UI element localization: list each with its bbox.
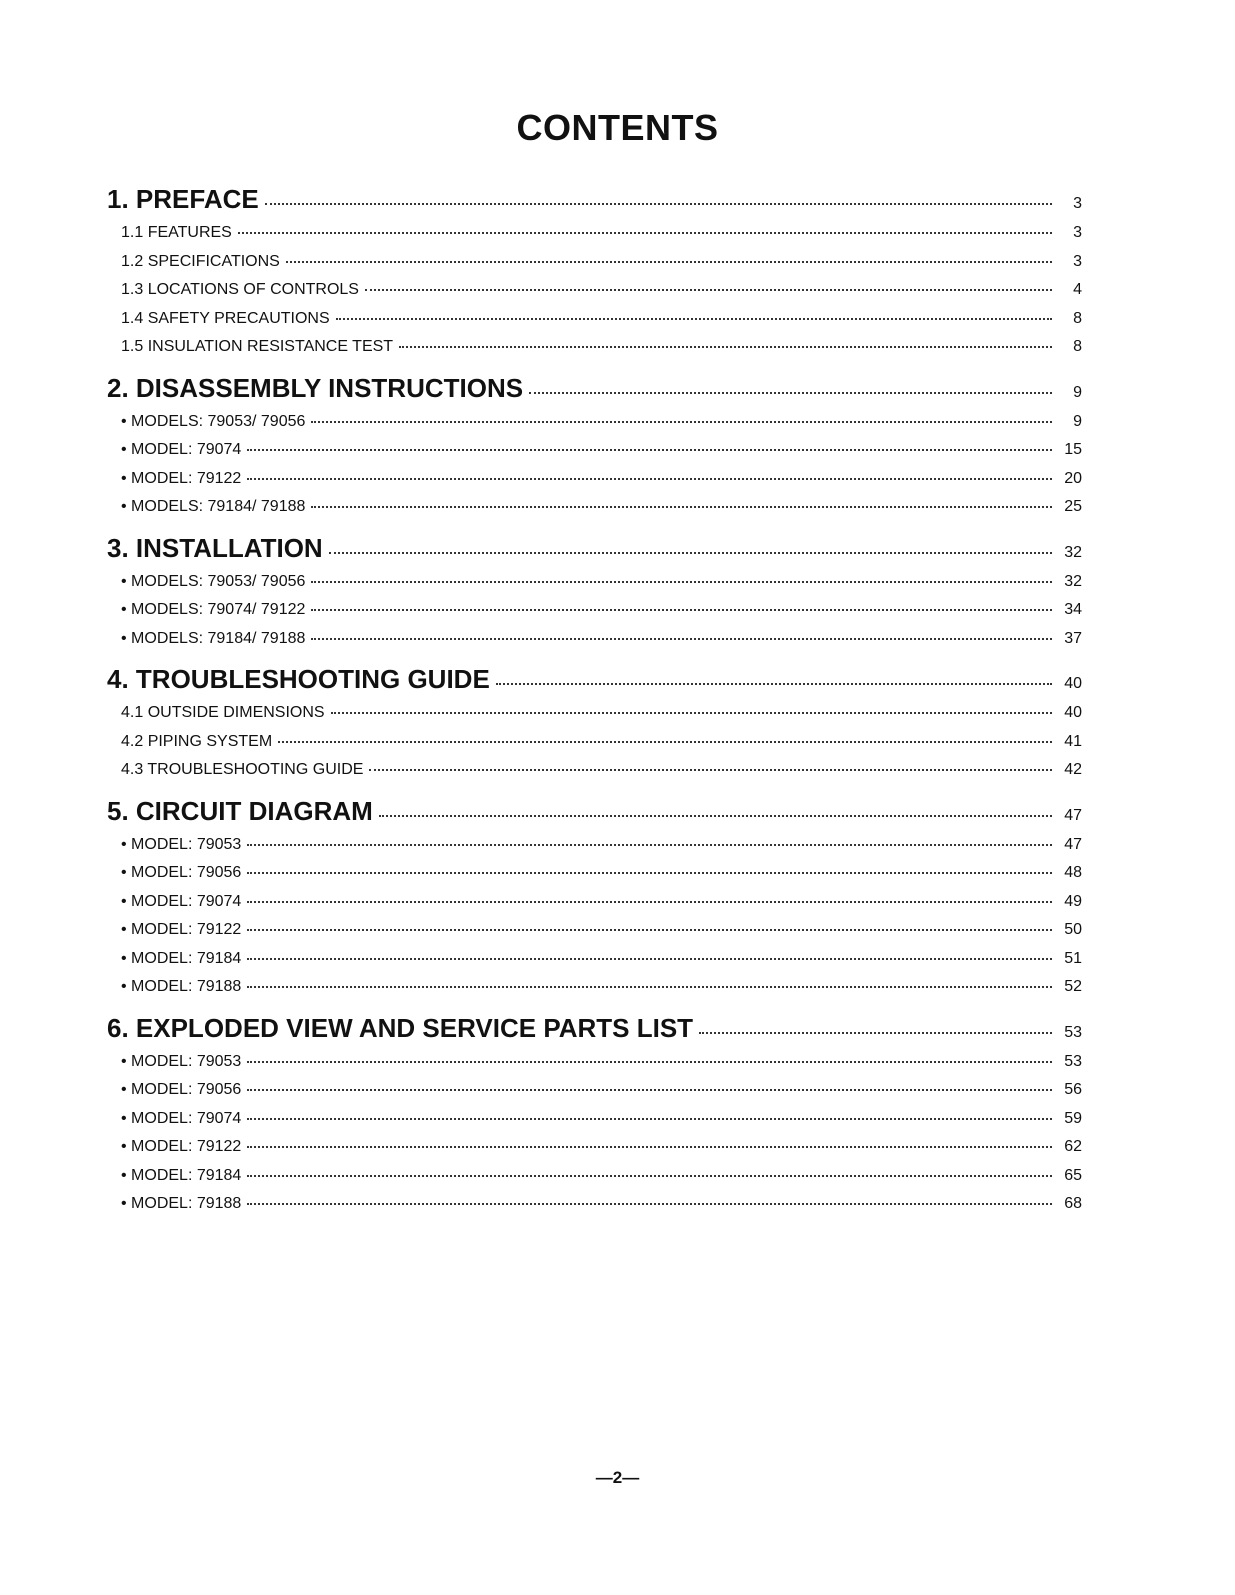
toc-section-4[interactable]: [107, 664, 1082, 704]
page-number-ref: 59: [1064, 1109, 1082, 1127]
page-number-ref: 3: [1073, 252, 1082, 270]
dot-leader: [311, 506, 1052, 508]
item-title: • MODEL: 79074: [121, 892, 242, 910]
toc-section-5[interactable]: [107, 796, 1082, 836]
item-title: 4.2 PIPING SYSTEM: [121, 732, 273, 750]
toc-item[interactable]: [107, 601, 1082, 630]
toc-section-2[interactable]: [107, 373, 1082, 413]
toc-item[interactable]: [107, 950, 1082, 979]
toc-item[interactable]: [107, 498, 1082, 527]
toc-item[interactable]: [107, 836, 1082, 865]
dot-leader: [247, 986, 1052, 988]
toc-item[interactable]: [107, 470, 1082, 499]
dot-leader: [247, 958, 1052, 960]
page-number-ref: 53: [1064, 1023, 1082, 1041]
item-title: • MODEL: 79053: [121, 1052, 242, 1070]
toc-item[interactable]: [107, 893, 1082, 922]
toc-item[interactable]: [107, 573, 1082, 602]
item-title: • MODELS: 79053/ 79056: [121, 412, 306, 430]
dot-leader: [247, 844, 1052, 846]
page-number-ref: 25: [1064, 498, 1082, 515]
toc-item[interactable]: [107, 978, 1082, 1007]
item-title: 4.1 OUTSIDE DIMENSIONS: [121, 704, 325, 721]
section-title: 6. EXPLODED VIEW AND SERVICE PARTS LIST: [107, 1012, 694, 1043]
toc-item[interactable]: [107, 224, 1082, 253]
page-number: —2—: [595, 1468, 640, 1487]
page-number-ref: 20: [1064, 469, 1082, 487]
toc-item[interactable]: [107, 761, 1082, 790]
dot-leader: [365, 289, 1052, 291]
section-title: 2. DISASSEMBLY INSTRUCTIONS: [107, 372, 524, 403]
item-title: • MODEL: 79074: [121, 1109, 242, 1127]
page-number-ref: 3: [1073, 195, 1082, 212]
dot-leader: [329, 552, 1052, 554]
dot-leader: [247, 929, 1052, 931]
item-title: • MODEL: 79056: [121, 1081, 242, 1098]
item-title: • MODEL: 79122: [121, 921, 242, 938]
dot-leader: [311, 581, 1052, 583]
dot-leader: [369, 769, 1052, 771]
section-title: 4. TROUBLESHOOTING GUIDE: [107, 664, 490, 694]
dot-leader: [247, 1089, 1052, 1091]
item-title: 1.1 FEATURES: [121, 224, 232, 241]
toc-item[interactable]: [107, 1167, 1082, 1196]
page-number-ref: 32: [1064, 572, 1082, 590]
item-title: • MODELS: 79184/ 79188: [121, 498, 306, 515]
dot-leader: [699, 1032, 1052, 1034]
page-number-ref: 62: [1064, 1138, 1082, 1155]
item-title: • MODEL: 79188: [121, 978, 242, 995]
toc-item[interactable]: [107, 630, 1082, 659]
item-title: 4.3 TROUBLESHOOTING GUIDE: [121, 761, 364, 778]
item-title: • MODEL: 79122: [121, 469, 242, 487]
item-title: • MODEL: 79056: [121, 864, 242, 881]
dot-leader: [247, 1175, 1052, 1177]
page-number-ref: 4: [1073, 281, 1082, 298]
toc-item[interactable]: [107, 704, 1082, 733]
page-number-ref: 53: [1064, 1052, 1082, 1070]
dot-leader: [311, 421, 1052, 423]
dot-leader: [265, 203, 1052, 205]
toc-item[interactable]: [107, 413, 1082, 442]
dot-leader: [238, 232, 1052, 234]
section-title: 1. PREFACE: [107, 184, 259, 214]
table-of-contents: [107, 178, 1082, 1224]
dot-leader: [379, 815, 1052, 817]
dot-leader: [247, 478, 1052, 480]
toc-item[interactable]: [107, 281, 1082, 310]
item-title: • MODELS: 79184/ 79188: [121, 629, 306, 647]
toc-item[interactable]: [107, 1138, 1082, 1167]
toc-item[interactable]: [107, 1053, 1082, 1082]
item-title: • MODEL: 79074: [121, 441, 242, 458]
toc-item[interactable]: [107, 864, 1082, 893]
page-number-ref: 32: [1064, 543, 1082, 561]
dot-leader: [336, 318, 1052, 320]
page-number-ref: 40: [1064, 675, 1082, 692]
page-number-ref: 8: [1073, 338, 1082, 355]
dot-leader: [247, 1061, 1052, 1063]
item-title: • MODEL: 79184: [121, 949, 242, 967]
dot-leader: [286, 261, 1052, 263]
page-number-ref: 3: [1073, 224, 1082, 241]
item-title: 1.2 SPECIFICATIONS: [121, 252, 280, 270]
item-title: • MODEL: 79053: [121, 835, 242, 853]
dot-leader: [247, 449, 1052, 451]
toc-section-3[interactable]: [107, 533, 1082, 573]
page-number-ref: 42: [1064, 761, 1082, 778]
dot-leader: [311, 609, 1052, 611]
item-title: • MODEL: 79184: [121, 1166, 242, 1184]
toc-item[interactable]: [107, 733, 1082, 762]
page-number-ref: 47: [1064, 806, 1082, 824]
dot-leader: [247, 872, 1052, 874]
page-number-ref: 68: [1064, 1195, 1082, 1212]
toc-item[interactable]: [107, 338, 1082, 367]
dot-leader: [496, 683, 1052, 685]
item-title: • MODEL: 79122: [121, 1138, 242, 1155]
item-title: • MODELS: 79053/ 79056: [121, 572, 306, 590]
item-title: • MODELS: 79074/ 79122: [121, 601, 306, 618]
dot-leader: [278, 741, 1052, 743]
item-title: 1.5 INSULATION RESISTANCE TEST: [121, 338, 394, 355]
page-number-ref: 15: [1064, 441, 1082, 458]
page-title: CONTENTS: [516, 107, 719, 148]
page-number-ref: 48: [1064, 864, 1082, 881]
dot-leader: [247, 1203, 1052, 1205]
dot-leader: [311, 638, 1052, 640]
dot-leader: [529, 392, 1052, 394]
page-number-ref: 34: [1064, 601, 1082, 618]
page-number-ref: 9: [1073, 383, 1082, 401]
section-title: 3. INSTALLATION: [107, 532, 323, 563]
dot-leader: [247, 1146, 1052, 1148]
toc-item[interactable]: [107, 1110, 1082, 1139]
toc-item[interactable]: [107, 921, 1082, 950]
page-number-ref: 9: [1073, 412, 1082, 430]
section-title: 5. CIRCUIT DIAGRAM: [107, 795, 373, 826]
toc-section-1[interactable]: [107, 184, 1082, 224]
page-number-ref: 51: [1064, 949, 1082, 967]
page-number-ref: 56: [1064, 1081, 1082, 1098]
toc-item[interactable]: [107, 1195, 1082, 1224]
dot-leader: [247, 1118, 1052, 1120]
toc-item[interactable]: [107, 253, 1082, 282]
dot-leader: [247, 901, 1052, 903]
page-number-ref: 52: [1064, 978, 1082, 995]
dot-leader: [331, 712, 1052, 714]
page-number-ref: 40: [1064, 704, 1082, 721]
page-number-ref: 65: [1064, 1166, 1082, 1184]
toc-section-6[interactable]: [107, 1013, 1082, 1053]
page-number-ref: 37: [1064, 629, 1082, 647]
page-number-ref: 41: [1064, 732, 1082, 750]
page-number-ref: 8: [1073, 309, 1082, 327]
page-number-ref: 49: [1064, 892, 1082, 910]
toc-item[interactable]: [107, 1081, 1082, 1110]
page-number-ref: 47: [1064, 835, 1082, 853]
page-number-ref: 50: [1064, 921, 1082, 938]
dot-leader: [399, 346, 1052, 348]
item-title: 1.4 SAFETY PRECAUTIONS: [121, 309, 330, 327]
toc-item[interactable]: [107, 441, 1082, 470]
item-title: 1.3 LOCATIONS OF CONTROLS: [121, 281, 359, 298]
toc-item[interactable]: [107, 310, 1082, 339]
item-title: • MODEL: 79188: [121, 1195, 242, 1212]
